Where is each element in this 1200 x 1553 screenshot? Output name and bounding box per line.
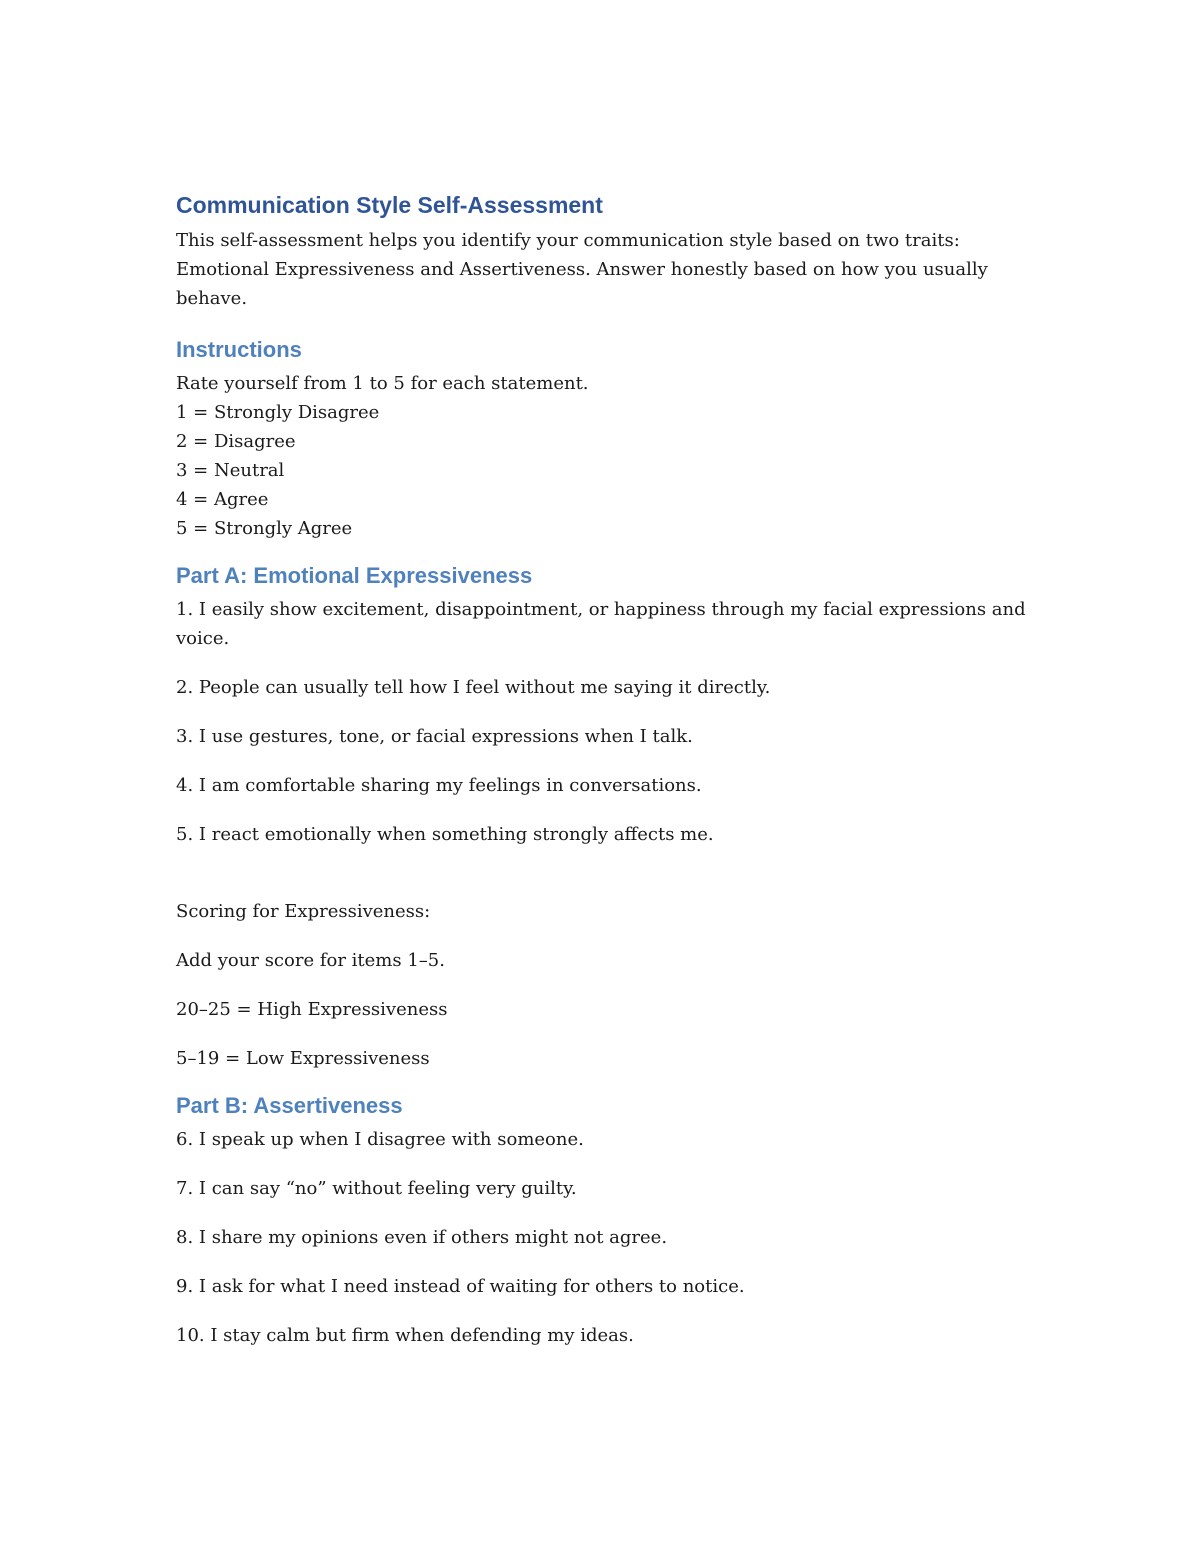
statement-item: 6. I speak up when I disagree with someone. [176,1129,584,1150]
statement-item: 10. I stay calm but firm when defending my ideas. [176,1325,634,1346]
instructions-heading: Instructions [176,337,302,362]
statement-item: 4. I am comfortable sharing my feelings in conversations. [176,775,702,796]
statement-item: 2. People can usually tell how I feel without me saying it directly. [176,677,771,698]
scoring-low: 5–19 = Low Expressiveness [176,1048,430,1069]
instructions-lead: Rate yourself from 1 to 5 for each statement. [176,373,589,394]
intro-paragraph: This self-assessment helps you identify your communication style based on two traits: Emotional Expressiveness and Assertiveness. Answer honestly based on how you usually behave. [176,230,988,309]
scale-item: 3 = Neutral [176,460,285,481]
document-title: Communication Style Self-Assessment [176,192,603,218]
scoring-instruction: Add your score for items 1–5. [176,950,445,971]
scale-item: 5 = Strongly Agree [176,518,353,539]
scale-item: 1 = Strongly Disagree [176,402,380,423]
statement-item: 1. I easily show excitement, disappointment, or happiness through my facial expressions and voice. [176,599,1026,649]
document-body [176,190,1036,1370]
scoring-high: 20–25 = High Expressiveness [176,999,448,1020]
scoring-title: Scoring for Expressiveness: [176,901,431,922]
part-a-heading: Part A: Emotional Expressiveness [176,563,533,588]
scale-item: 2 = Disagree [176,431,296,452]
statement-item: 7. I can say “no” without feeling very guilty. [176,1178,577,1199]
statement-item: 3. I use gestures, tone, or facial expressions when I talk. [176,726,693,747]
statement-item: 5. I react emotionally when something strongly affects me. [176,824,714,845]
scale-item: 4 = Agree [176,489,269,510]
statement-item: 8. I share my opinions even if others might not agree. [176,1227,668,1248]
instructions-block [176,369,1036,543]
part-b-heading: Part B: Assertiveness [176,1093,403,1118]
statement-item: 9. I ask for what I need instead of waiting for others to notice. [176,1276,745,1297]
